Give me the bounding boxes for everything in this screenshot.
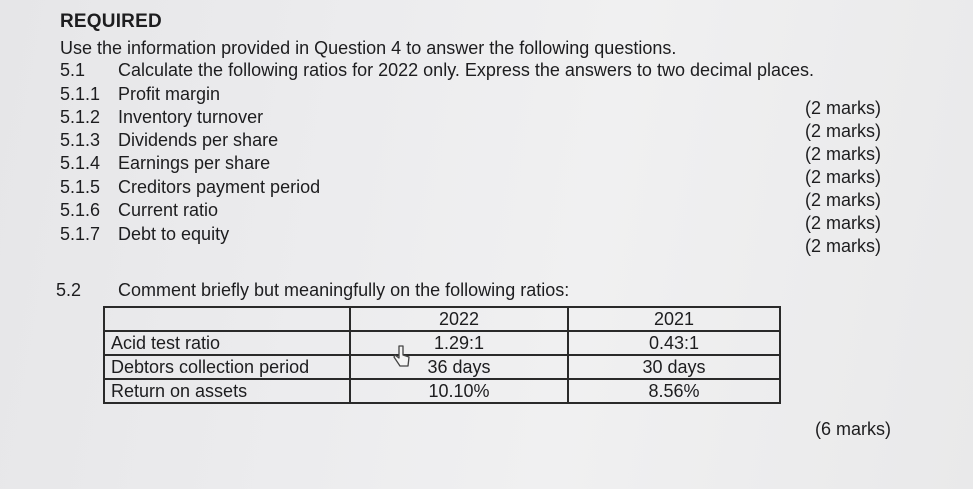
value-2021: 0.43:1 [568,331,780,355]
row-label: Debtors collection period [104,355,350,379]
heading: REQUIRED [60,11,162,32]
table-row [104,331,780,355]
item-text: Creditors payment period [118,177,321,197]
item-number: 5.1.2 [60,107,101,127]
row-label: Acid test ratio [104,331,350,355]
row-label: Return on assets [104,379,350,403]
item-number: 5.1.7 [60,224,101,244]
item-number: 5.1.5 [60,177,101,197]
question-number: 5.1 [60,60,86,80]
marks-label: (2 marks) [805,190,881,210]
table-row [104,355,780,379]
marks-label: (2 marks) [805,144,881,164]
value-2022: 36 days [350,355,568,379]
value-2021: 8.56% [568,379,780,403]
value-2022: 1.29:1 [350,331,568,355]
marks-label: (6 marks) [815,419,891,439]
intro-text: Use the information provided in Question 4 to answer the following questions. [60,38,677,58]
value-2022: 10.10% [350,379,568,403]
item-number: 5.1.3 [60,130,101,150]
item-text: Dividends per share [118,130,279,150]
header-cell-2021: 2021 [568,307,780,331]
value-2021: 30 days [568,355,780,379]
item-text: Profit margin [118,84,221,104]
item-text: Inventory turnover [118,107,264,127]
mouse-pointer-icon [391,344,413,370]
marks-label: (2 marks) [805,213,881,233]
ratios-table [103,306,781,404]
item-number: 5.1.1 [60,84,101,104]
question-text: Comment briefly but meaningfully on the following ratios: [118,280,570,300]
table-header-row [104,307,780,331]
item-text: Debt to equity [118,224,230,244]
marks-label: (2 marks) [805,236,881,256]
table-row [104,379,780,403]
marks-label: (2 marks) [805,98,881,118]
marks-label: (2 marks) [805,167,881,187]
item-number: 5.1.6 [60,200,101,220]
header-cell-2022: 2022 [350,307,568,331]
item-number: 5.1.4 [60,153,101,173]
item-text: Earnings per share [118,153,271,173]
marks-label: (2 marks) [805,121,881,141]
question-text: Calculate the following ratios for 2022 only. Express the answers to two decimal places. [118,60,815,80]
header-cell [104,307,350,331]
question-number: 5.2 [56,280,82,300]
item-text: Current ratio [118,200,219,220]
